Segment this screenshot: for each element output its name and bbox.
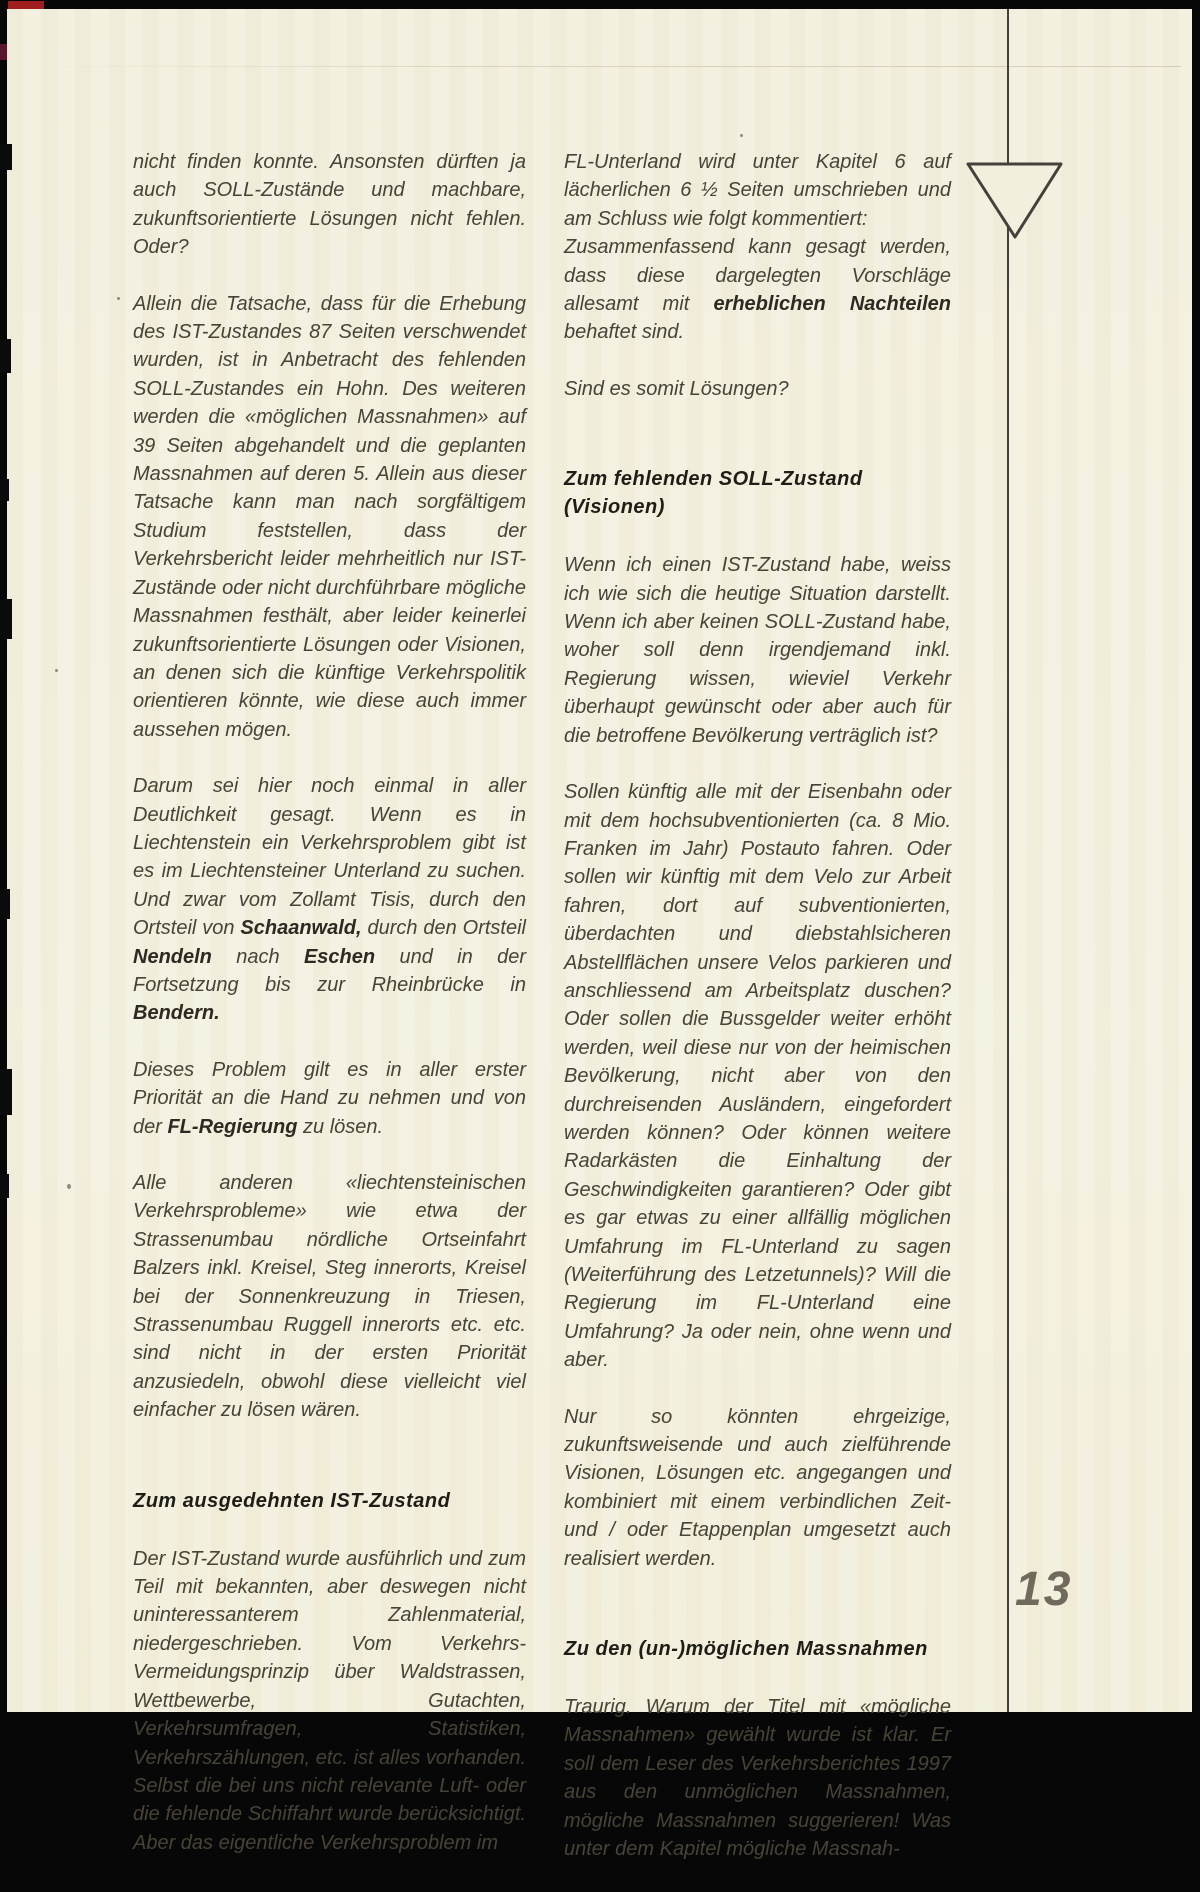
scan-red-mark (8, 1, 44, 9)
text-run: Sind es somit Lösungen? (564, 377, 789, 400)
scan-edge-blob (0, 1174, 9, 1198)
scan-edge-blob (0, 599, 12, 639)
bold-text-run: FL-Regierung (167, 1115, 298, 1138)
body-paragraph (564, 551, 951, 750)
text-run: behaftet sind. (564, 321, 685, 344)
inverted-triangle-marker-icon (957, 149, 1072, 249)
text-run: Darum sei hier noch einmal in aller Deutlichkeit gesagt. Wenn es in Liechtenstein ein Verkehrsproblem gibt ist es im Liechtensteiner Unterland zu suchen. Und zwar vom Zollamt Tisis, durch den Ortsteil von (133, 775, 526, 940)
body-paragraph (133, 290, 526, 745)
body-paragraph (564, 148, 951, 233)
text-run: zu lösen. (297, 1115, 384, 1138)
bold-text-run: Schaanwald, (240, 917, 362, 940)
text-run: Zum fehlenden SOLL-Zustand (Visionen) (564, 468, 863, 519)
page-number: 13 (1015, 1563, 1073, 1616)
scan-red-mark (0, 44, 7, 60)
scan-edge-blob (0, 479, 9, 501)
text-run: Nur so könnten ehrgeizige, zukunftsweisende und auch zielführende Visionen, Lösungen etc. angegangen und kombiniert mit einem verbindlichen Zeit- und / oder Etappenplan umgesetzt auch realisiert werden. (564, 1405, 951, 1570)
section-divider-line (1007, 9, 1009, 1712)
text-run: Alle anderen «liechtensteinischen Verkehrsprobleme» wie etwa der Strassenumbau nördliche Ortseinfahrt Balzers inkl. Kreisel, Steg innerorts, Kreisel bei der Sonnenkreuzung in Triesen, Strassenumbau Ruggell innerorts etc. etc. sind nicht in der ersten Priorität anzusiedeln, obwohl diese vielleicht viel einfacher zu lösen wären. (133, 1172, 526, 1422)
bold-text-run: Eschen (303, 945, 376, 968)
body-paragraph (133, 772, 526, 1028)
body-paragraph (564, 375, 951, 403)
scan-speck (55, 669, 58, 672)
text-run: Zu den (un-)möglichen Massnahmen (564, 1638, 928, 1661)
scan-speck (67, 1184, 71, 1189)
bold-text-run: erheblichen Nachteilen (713, 293, 951, 316)
scanned-page (7, 9, 1192, 1861)
text-run: Zum ausgedehnten IST-Zustand (133, 1489, 451, 1512)
body-paragraph (133, 1056, 526, 1141)
section-heading (564, 465, 951, 521)
body-paragraph (564, 233, 951, 347)
text-run: Der IST-Zustand wurde ausführlich und zum Teil mit bekannten, aber deswegen nicht uninteressanterem Zahlenmaterial, niedergeschrieben. Vom Verkehrs-Vermeidungsprinzip über Waldstrassen, Wettbewerbe, Gutachten, Verkehrsumfragen, Statistiken, Verkehrszählungen, etc. ist alles vorhanden. Selbst die bei uns nicht relevante Luft- oder die fehlende Schiffahrt wurde berücksichtigt. Aber das eigentliche Verkehrsproblem im (133, 1547, 526, 1854)
text-run: und in der Fortsetzung bis zur Rheinbrücke in (133, 945, 526, 996)
left-text-column (133, 148, 526, 1885)
scan-edge-blob (0, 889, 10, 919)
text-run: durch den Ortsteil (361, 917, 526, 940)
text-run: nicht finden konnte. Ansonsten dürften ja auch SOLL-Zustände und machbare, zukunftsorientierte Lösungen nicht fehlen. Oder? (133, 151, 526, 259)
text-run: Wenn ich einen IST-Zustand habe, weiss ich wie sich die heutige Situation darstellt. Wenn ich aber keinen SOLL-Zustand habe, woher soll denn irgendjemand inkl. Regierung wissen, wieviel Verkehr überhaupt gewünscht oder aber auch für die betroffene Bevölkerung verträglich ist? (564, 554, 951, 747)
bold-text-run: Bendern. (133, 1002, 220, 1025)
text-run: FL-Unterland wird unter Kapitel 6 auf lächerlichen 6 ½ Seiten umschrieben und am Schluss wie folgt kommentiert: (564, 151, 951, 230)
text-run: Allein die Tatsache, dass für die Erhebung des IST-Zustandes 87 Seiten verschwendet wurden, ist in Anbetracht des fehlenden SOLL-Zustandes ein Hohn. Des weiteren werden die «möglichen Massnahmen» auf 39 Seiten abgehandelt und die geplanten Massnahmen auf deren 5. Allein aus dieser Tatsache kann man nach sorgfältigem Studium feststellen, dass der Verkehrsbericht leider mehrheitlich nur IST-Zustände oder nicht durchführbare mögliche Massnahmen festhält, aber leider keinerlei zukunftsorientierte Lösungen oder Visionen, an denen sich die künftige Verkehrspolitik orientieren könnte, wie diese auch immer aussehen mögen. (133, 292, 526, 741)
body-paragraph (133, 1545, 526, 1857)
text-run: Dieses Problem gilt es in aller erster Priorität an die Hand zu nehmen und von der (133, 1058, 526, 1138)
scan-edge-blob (0, 339, 11, 373)
body-paragraph (564, 1403, 951, 1573)
body-paragraph (133, 1169, 526, 1425)
bold-text-run: Nendeln (133, 945, 212, 968)
section-heading (133, 1487, 526, 1515)
scan-edge-blob (0, 144, 12, 170)
scan-speck (740, 134, 743, 137)
body-paragraph (133, 148, 526, 262)
text-run: nach (211, 945, 304, 968)
text-run: Sollen künftig alle mit der Eisenbahn oder mit dem hochsubventionierten (ca. 8 Mio. Franken im Jahr) Postauto fahren. Oder sollen wir künftig mit dem Velo zur Arbeit fahren, dort auf subventionierten, überdachten und diebstahlsicheren Abstellflächen unsere Velos parkieren und anschliessend am Arbeitsplatz duschen? Oder sollen die Bussgelder weiter erhöht werden, weil diese nur von der heimischen Bevölkerung, nicht aber von den durchreisenden Ausländern, eingefordert werden können? Oder können weitere Radarkästen die Einhaltung der Geschwindigkeiten garantieren? Oder gibt es gar etwas zu einer allfällig möglichen Umfahrung im FL-Unterland zu sagen (Weiterführung des Letzetunnels)? Will die Regierung im FL-Unterland eine Umfahrung? Ja oder nein, ohne wenn und aber. (564, 781, 951, 1372)
right-text-column (564, 148, 951, 1892)
scan-edge-blob (0, 1069, 12, 1115)
section-heading (564, 1635, 951, 1663)
text-run: Zusammenfassend kann gesagt werden, dass diese dargelegten Vorschläge allesamt mit (564, 236, 951, 316)
triangle-svg (957, 149, 1072, 249)
body-paragraph (564, 1693, 951, 1863)
scan-speck (117, 297, 120, 300)
body-paragraph (564, 778, 951, 1375)
text-run: Traurig. Warum der Titel mit «mögliche Massnahmen» gewählt wurde ist klar. Er soll dem Leser des Verkehrsberichtes 1997 aus den unmöglichen Massnahmen, mögliche Massnahmen suggerieren! Was unter dem Kapitel mögliche Massnah- (564, 1696, 951, 1861)
